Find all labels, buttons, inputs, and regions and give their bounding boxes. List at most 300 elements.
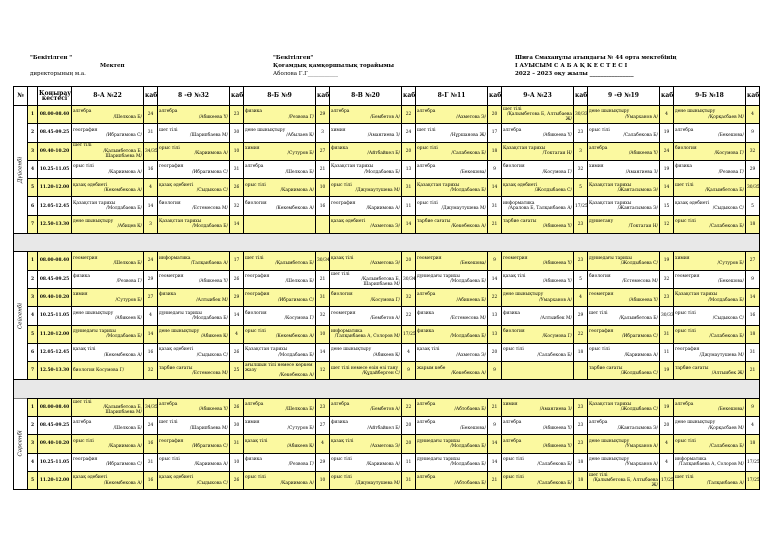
lesson-cell — [244, 160, 316, 178]
room-number: 19 — [660, 398, 674, 416]
room-number: 29 — [230, 288, 244, 306]
room-number: 30/34 — [402, 270, 416, 288]
lesson-number: 1 — [28, 252, 38, 270]
room-number: 14 — [488, 270, 502, 288]
lesson-cell — [244, 453, 316, 471]
room-number: 31 — [488, 197, 502, 215]
teacher: /Молдабаева Б/ — [106, 334, 142, 340]
teacher: /Резвова Г/ — [288, 114, 314, 120]
room-number: 17/25 — [660, 471, 674, 489]
teacher: /Абикеева Ү/ — [628, 151, 658, 157]
table-row — [14, 435, 760, 453]
table-row — [14, 307, 760, 325]
subject: биология — [503, 164, 525, 170]
subject: қазақ тілі — [503, 274, 526, 280]
subject: химия — [73, 292, 88, 298]
teacher: /Резвова Г/ — [718, 169, 744, 175]
subject: алгебра — [503, 127, 522, 133]
lesson-cell — [416, 179, 488, 197]
room-number: 18 — [746, 325, 760, 343]
lesson-cell — [158, 124, 230, 142]
teacher: /Шелкова Б/ — [285, 169, 314, 175]
room-number: 18 — [574, 471, 588, 489]
lesson-cell — [330, 124, 402, 142]
teacher: /Салабекова Б/ — [537, 462, 572, 468]
teacher: /Ибрагимова С/ — [192, 443, 228, 449]
lesson-cell — [674, 197, 746, 215]
table-row — [14, 252, 760, 270]
lesson-cell — [416, 197, 488, 215]
timetable — [13, 86, 760, 490]
teacher: /Кариимова А/ — [366, 206, 400, 212]
lesson-cell — [330, 362, 402, 380]
teacher: /Умарханов А/ — [539, 297, 572, 303]
room-number: 4 — [660, 106, 674, 124]
room-number: 14 — [230, 307, 244, 325]
lesson-cell — [330, 160, 402, 178]
room-number: 13 — [488, 307, 502, 325]
lesson-number: 6 — [28, 343, 38, 361]
subject: алгебра — [417, 402, 436, 408]
bell-time: 11.20-12.00 — [38, 179, 72, 197]
room-number: 5 — [574, 270, 588, 288]
room-number: 20 — [402, 435, 416, 453]
teacher: /Кекембекова А/ — [103, 480, 142, 486]
teacher: /Құдайберген С/ — [362, 370, 400, 376]
subject: Қазақстан тарихы — [589, 182, 632, 188]
class-header: 8-Г №11 — [416, 87, 488, 106]
lesson-cell — [416, 106, 488, 124]
room-number: 5 — [746, 197, 760, 215]
subject: орыс тілі — [589, 127, 610, 133]
teacher: /Абикеева Ү/ — [542, 132, 572, 138]
teacher: /Жолдыбаева С/ — [620, 370, 658, 376]
room-number: 24 — [144, 252, 158, 270]
lesson-cell — [158, 325, 230, 343]
lesson-cell — [244, 471, 316, 489]
subject: шет тілі — [73, 143, 92, 149]
subject: дүниедағы тарихы — [159, 310, 202, 316]
subject: орыс тілі — [159, 146, 180, 152]
teacher: /Салабекова Б/ — [709, 443, 744, 449]
teacher: /Джумаутушева М/ — [355, 187, 400, 193]
class-header: 8-А №22 — [72, 87, 144, 106]
teacher: /Молдабаева Б/ — [192, 315, 228, 321]
room-number: 17 — [488, 124, 502, 142]
room-number: 12 — [660, 215, 674, 233]
room-number: 19 — [660, 160, 674, 178]
teacher: /Салабекова Б/ — [451, 151, 486, 157]
teacher: /Абикеева Ү/ — [198, 279, 228, 285]
lesson-cell — [72, 179, 144, 197]
teacher: /Ахметова Э/ — [370, 261, 400, 267]
lesson-cell — [330, 106, 402, 124]
lesson-number: 3 — [28, 288, 38, 306]
lesson-cell — [330, 417, 402, 435]
teacher: /Қалымбетова Б, Шарипбаева М/ — [103, 148, 142, 159]
subject: орыс тілі — [245, 475, 266, 481]
teacher: /Сыдыкова С/ — [196, 480, 228, 486]
teacher: /Ибрагимова С/ — [106, 132, 142, 138]
bell-time: 10.25-11.05 — [38, 453, 72, 471]
room-number: 23 — [574, 215, 588, 233]
room-number: 23 — [574, 435, 588, 453]
bell-time: 11.20-12.00 — [38, 471, 72, 489]
room-number: 31 — [230, 435, 244, 453]
teacher: /Умарханов А/ — [625, 462, 658, 468]
subject: қазақ тілі — [331, 255, 354, 261]
lesson-cell — [674, 325, 746, 343]
lesson-cell — [158, 288, 230, 306]
teacher: /Шелкова Б/ — [285, 407, 314, 413]
lesson-number: 5 — [28, 179, 38, 197]
lesson-cell — [158, 362, 230, 380]
lesson-cell — [502, 307, 574, 325]
lesson-number: 3 — [28, 142, 38, 160]
subject: информатика — [503, 200, 535, 206]
subject: тарбие сағаты — [675, 365, 709, 371]
teacher: /Алтыибек М/ — [540, 315, 572, 321]
subject: информатика — [159, 255, 191, 261]
lesson-cell — [674, 124, 746, 142]
subject: шет тілі — [503, 106, 522, 112]
table-row — [14, 106, 760, 124]
teacher: /Молдабаева Б/ — [708, 297, 744, 303]
bell-time: 10.25-11.05 — [38, 160, 72, 178]
subject: алгебра — [675, 402, 694, 408]
lesson-cell — [72, 398, 144, 416]
room-number: 30 — [230, 124, 244, 142]
lesson-cell — [674, 435, 746, 453]
room-number: 26 — [230, 270, 244, 288]
lesson-cell — [502, 398, 574, 416]
teacher: /Молдабаева Б/ — [278, 352, 314, 358]
table-row — [14, 417, 760, 435]
subject: Қазақстан тарихы — [589, 402, 632, 408]
room-number: 27 — [144, 288, 158, 306]
teacher: /Талқанбаева А/ — [190, 261, 228, 267]
room-number — [574, 362, 588, 380]
bell-time: 12.50-13.30 — [38, 215, 72, 233]
room-number: 15 — [660, 197, 674, 215]
teacher: /Молдабаева Б/ — [106, 206, 142, 212]
lesson-cell — [244, 307, 316, 325]
subject: биология — [503, 329, 525, 334]
teacher: /Бембетов А/ — [370, 114, 400, 120]
teacher: /Бекешова/ — [460, 261, 486, 267]
teacher: /Шарипбаева М/ — [189, 132, 228, 138]
lesson-number: 4 — [28, 160, 38, 178]
lesson-cell — [588, 179, 660, 197]
room-number: 4 — [144, 179, 158, 197]
teacher: /Кариимова А/ — [194, 151, 228, 157]
subject: геометрия — [589, 292, 614, 298]
teacher: /Сыдыкова С/ — [712, 206, 744, 212]
teacher: /Кекембекова А/ — [275, 334, 314, 340]
subject: шет тілі немесе өзін өзі тану — [331, 365, 399, 371]
teacher: /Жантасымова Э/ — [617, 206, 658, 212]
lesson-cell — [244, 106, 316, 124]
subject: алгебра — [331, 109, 350, 115]
lesson-cell — [416, 471, 488, 489]
subject: физика — [73, 274, 91, 280]
room-number: 26 — [230, 343, 244, 361]
subject: Қазақстан тарихы — [331, 164, 374, 170]
room-number: 17/25 — [746, 453, 760, 471]
lesson-cell — [416, 124, 488, 142]
lesson-number: 2 — [28, 270, 38, 288]
lesson-cell — [244, 362, 316, 380]
lesson-cell — [72, 270, 144, 288]
lesson-cell — [674, 398, 746, 416]
room-number: 27 — [316, 417, 330, 435]
room-number: 30 — [230, 417, 244, 435]
lesson-cell — [416, 252, 488, 270]
room-number: 25 — [230, 362, 244, 380]
lesson-cell — [588, 142, 660, 160]
school-left: Мектеп — [100, 63, 125, 69]
subject: жарым көбе — [417, 365, 446, 371]
teacher: /Қорқасбаев М/ — [708, 114, 744, 120]
room-number: 14 — [746, 288, 760, 306]
subject: химия — [675, 255, 690, 261]
lesson-cell — [72, 435, 144, 453]
subject: геометрия — [503, 255, 528, 261]
teacher: /Кариимова А/ — [280, 187, 314, 193]
teacher: /Бембетов А/ — [370, 407, 400, 413]
teacher: /Естемесова М/ — [192, 370, 228, 376]
room-number: 3 — [574, 142, 588, 160]
room-number: 31 — [144, 124, 158, 142]
lesson-cell — [674, 343, 746, 361]
lesson-cell — [674, 417, 746, 435]
lesson-cell — [244, 270, 316, 288]
table-row — [14, 453, 760, 471]
lesson-cell — [244, 215, 316, 233]
subject: қазақ әдебиеті — [73, 475, 108, 481]
teacher: /Естемесова М/ — [192, 206, 228, 212]
room-number: 10 — [316, 179, 330, 197]
room-number: 31 — [316, 288, 330, 306]
room-number: 20 — [402, 252, 416, 270]
room-number: 11 — [402, 197, 416, 215]
room-number: 14 — [402, 215, 416, 233]
lesson-cell — [72, 307, 144, 325]
room-number: 31 — [402, 471, 416, 489]
lesson-cell — [416, 343, 488, 361]
subject: орыс тілі — [503, 347, 524, 353]
teacher: /Сутуров Б/ — [287, 425, 314, 431]
lesson-cell — [158, 453, 230, 471]
subject: орыс тілі — [675, 310, 696, 316]
lesson-cell — [72, 252, 144, 270]
teacher: /Салабекова Б/ — [623, 132, 658, 138]
teacher: /Бекешова/ — [460, 425, 486, 431]
lesson-cell — [158, 252, 230, 270]
lesson-cell — [244, 142, 316, 160]
room-number: 31 — [144, 453, 158, 471]
table-row — [14, 398, 760, 416]
bell-time: 08.00-08.40 — [38, 398, 72, 416]
teacher: /Молдабаева Б/ — [192, 224, 228, 230]
lesson-cell — [588, 417, 660, 435]
class-header: 8 -Ә №32 — [158, 87, 230, 106]
table-row — [14, 197, 760, 215]
lesson-number: 2 — [28, 124, 38, 142]
lesson-cell — [674, 179, 746, 197]
lesson-cell — [502, 288, 574, 306]
subject: Қазақстан тарихы — [503, 146, 546, 152]
num-header: № — [14, 87, 28, 106]
subject: физика — [503, 310, 521, 316]
room-number: 16 — [316, 197, 330, 215]
room-number: 14 — [230, 215, 244, 233]
subject: физика — [245, 457, 263, 463]
teacher: /Қалымбетова Б, Алтыбаева Ж/ — [593, 477, 658, 489]
teacher: /Ахметова Э/ — [370, 443, 400, 449]
subject: биология — [675, 146, 697, 152]
teacher: /Естемесова М/ — [622, 279, 658, 285]
subject: қазақ әдебиеті — [331, 219, 366, 225]
teacher: /Салабекова Б/ — [709, 334, 744, 340]
room-number: 26 — [230, 179, 244, 197]
subject: Қазақстан тарихы — [245, 347, 288, 353]
room-number: 22 — [402, 398, 416, 416]
teacher: /Абицев К/ — [117, 224, 142, 230]
bell-time: 08.45-09.25 — [38, 270, 72, 288]
lesson-cell — [72, 343, 144, 361]
subject: тарбие сағаты — [589, 365, 623, 371]
room-number: 32 — [316, 307, 330, 325]
class-header: 9-А №23 — [502, 87, 574, 106]
teacher: /Шелкова Б/ — [113, 425, 142, 431]
room-number: 18 — [488, 142, 502, 160]
lesson-cell — [416, 270, 488, 288]
teacher: /Молдабаева Б/ — [450, 334, 486, 340]
teacher: /Абтобаева Б/ — [454, 480, 486, 486]
subject: қазақ тілі — [331, 438, 354, 444]
lesson-number: 5 — [28, 471, 38, 489]
bell-time: 10.25-11.05 — [38, 307, 72, 325]
teacher: /Салабекова Б/ — [709, 224, 744, 230]
table-row — [14, 160, 760, 178]
room-number: 31 — [746, 343, 760, 361]
bell-time: 09.40-10.20 — [38, 435, 72, 453]
subject: орыс тілі — [417, 146, 438, 152]
teacher: /Талқанбаева А, Солоров М/ — [334, 334, 400, 340]
room-number: 20 — [660, 417, 674, 435]
teacher: /Кариимова А/ — [194, 462, 228, 468]
room-number: 16 — [746, 307, 760, 325]
lesson-cell — [416, 435, 488, 453]
lesson-cell — [674, 142, 746, 160]
teacher: /Қалымбетова Б, Шарипбаева М/ — [361, 276, 400, 287]
room-number: 3 — [144, 215, 158, 233]
lesson-cell — [674, 160, 746, 178]
subject: дене шынықтыру — [675, 109, 716, 115]
subject: география — [245, 292, 270, 298]
lesson-cell — [588, 160, 660, 178]
lesson-cell — [330, 307, 402, 325]
subject: алгебра — [417, 292, 436, 298]
lesson-cell — [72, 362, 144, 380]
teacher: /Кариимова А/ — [624, 352, 658, 358]
subject: химия — [589, 164, 604, 170]
room-number: 21 — [316, 270, 330, 288]
lesson-cell — [502, 471, 574, 489]
subject: шет тілі — [675, 475, 694, 481]
teacher: /Салабекова Б/ — [537, 352, 572, 358]
teacher: /Жолдыбаева С/ — [620, 407, 658, 413]
subject: дүниедағы тарихы — [73, 329, 116, 334]
room-number: 23 — [574, 124, 588, 142]
room-number: 29 — [574, 307, 588, 325]
subject: алгебра — [159, 109, 178, 115]
teacher: /Джумаутушева М/ — [699, 352, 744, 358]
subject: қазақ тілі — [73, 347, 96, 353]
teacher: /Умарханов А/ — [625, 114, 658, 120]
approved-center: "Бекітілген" — [273, 55, 314, 61]
subject: орыс тілі — [331, 182, 352, 188]
room-number: 11 — [660, 343, 674, 361]
teacher: /Қалымбетова Б/ — [275, 261, 314, 267]
lesson-cell — [158, 435, 230, 453]
lesson-cell — [502, 435, 574, 453]
teacher: /Жолдыбаева С/ — [620, 261, 658, 267]
lesson-cell — [502, 453, 574, 471]
subject: геометрия — [73, 255, 98, 261]
room-number: 23 — [574, 252, 588, 270]
room-number: 9 — [488, 252, 502, 270]
lesson-cell — [158, 197, 230, 215]
teacher: /Амангиева З/ — [367, 132, 400, 138]
room-number: 16 — [144, 160, 158, 178]
teacher: /Қалымбетова Б, Шарипбаева М/ — [103, 404, 142, 415]
subject: дене шынықтыру — [589, 457, 630, 463]
table-row — [14, 343, 760, 361]
room-number: 4 — [574, 288, 588, 306]
lesson-cell — [158, 398, 230, 416]
subject: биология — [159, 200, 181, 206]
room-number: 16 — [144, 435, 158, 453]
subject: физика — [417, 310, 435, 316]
teacher: /Молдабаева Б/ — [450, 279, 486, 285]
day-label: Сәрсенбі — [14, 398, 28, 489]
teacher: /Ибрагимова С/ — [192, 169, 228, 175]
subject: геометрия — [159, 274, 184, 280]
subject: физика — [417, 329, 435, 334]
class-header: 9 -Ә №19 — [588, 87, 660, 106]
teacher: /Бекешова/ — [718, 279, 744, 285]
room-number: 14 — [660, 179, 674, 197]
teacher: /Кариимова А/ — [280, 480, 314, 486]
subject: дене шынықтыру — [73, 310, 114, 316]
lesson-cell — [330, 453, 402, 471]
lesson-cell — [72, 124, 144, 142]
lesson-cell — [330, 142, 402, 160]
school-right: Шиға Смаханұлы атындағы № 44 орта мектебінің — [515, 55, 677, 61]
subject: шет тілі — [245, 255, 264, 261]
lesson-cell — [588, 362, 660, 380]
subject: шет тілі — [589, 472, 608, 478]
lesson-cell — [72, 417, 144, 435]
lesson-cell — [244, 288, 316, 306]
room-number: 4 — [746, 106, 760, 124]
teacher: /Косумова Г/ — [284, 315, 314, 321]
teacher: /Қалымбетова Б/ — [705, 187, 744, 193]
lesson-cell — [502, 270, 574, 288]
lesson-cell — [588, 435, 660, 453]
